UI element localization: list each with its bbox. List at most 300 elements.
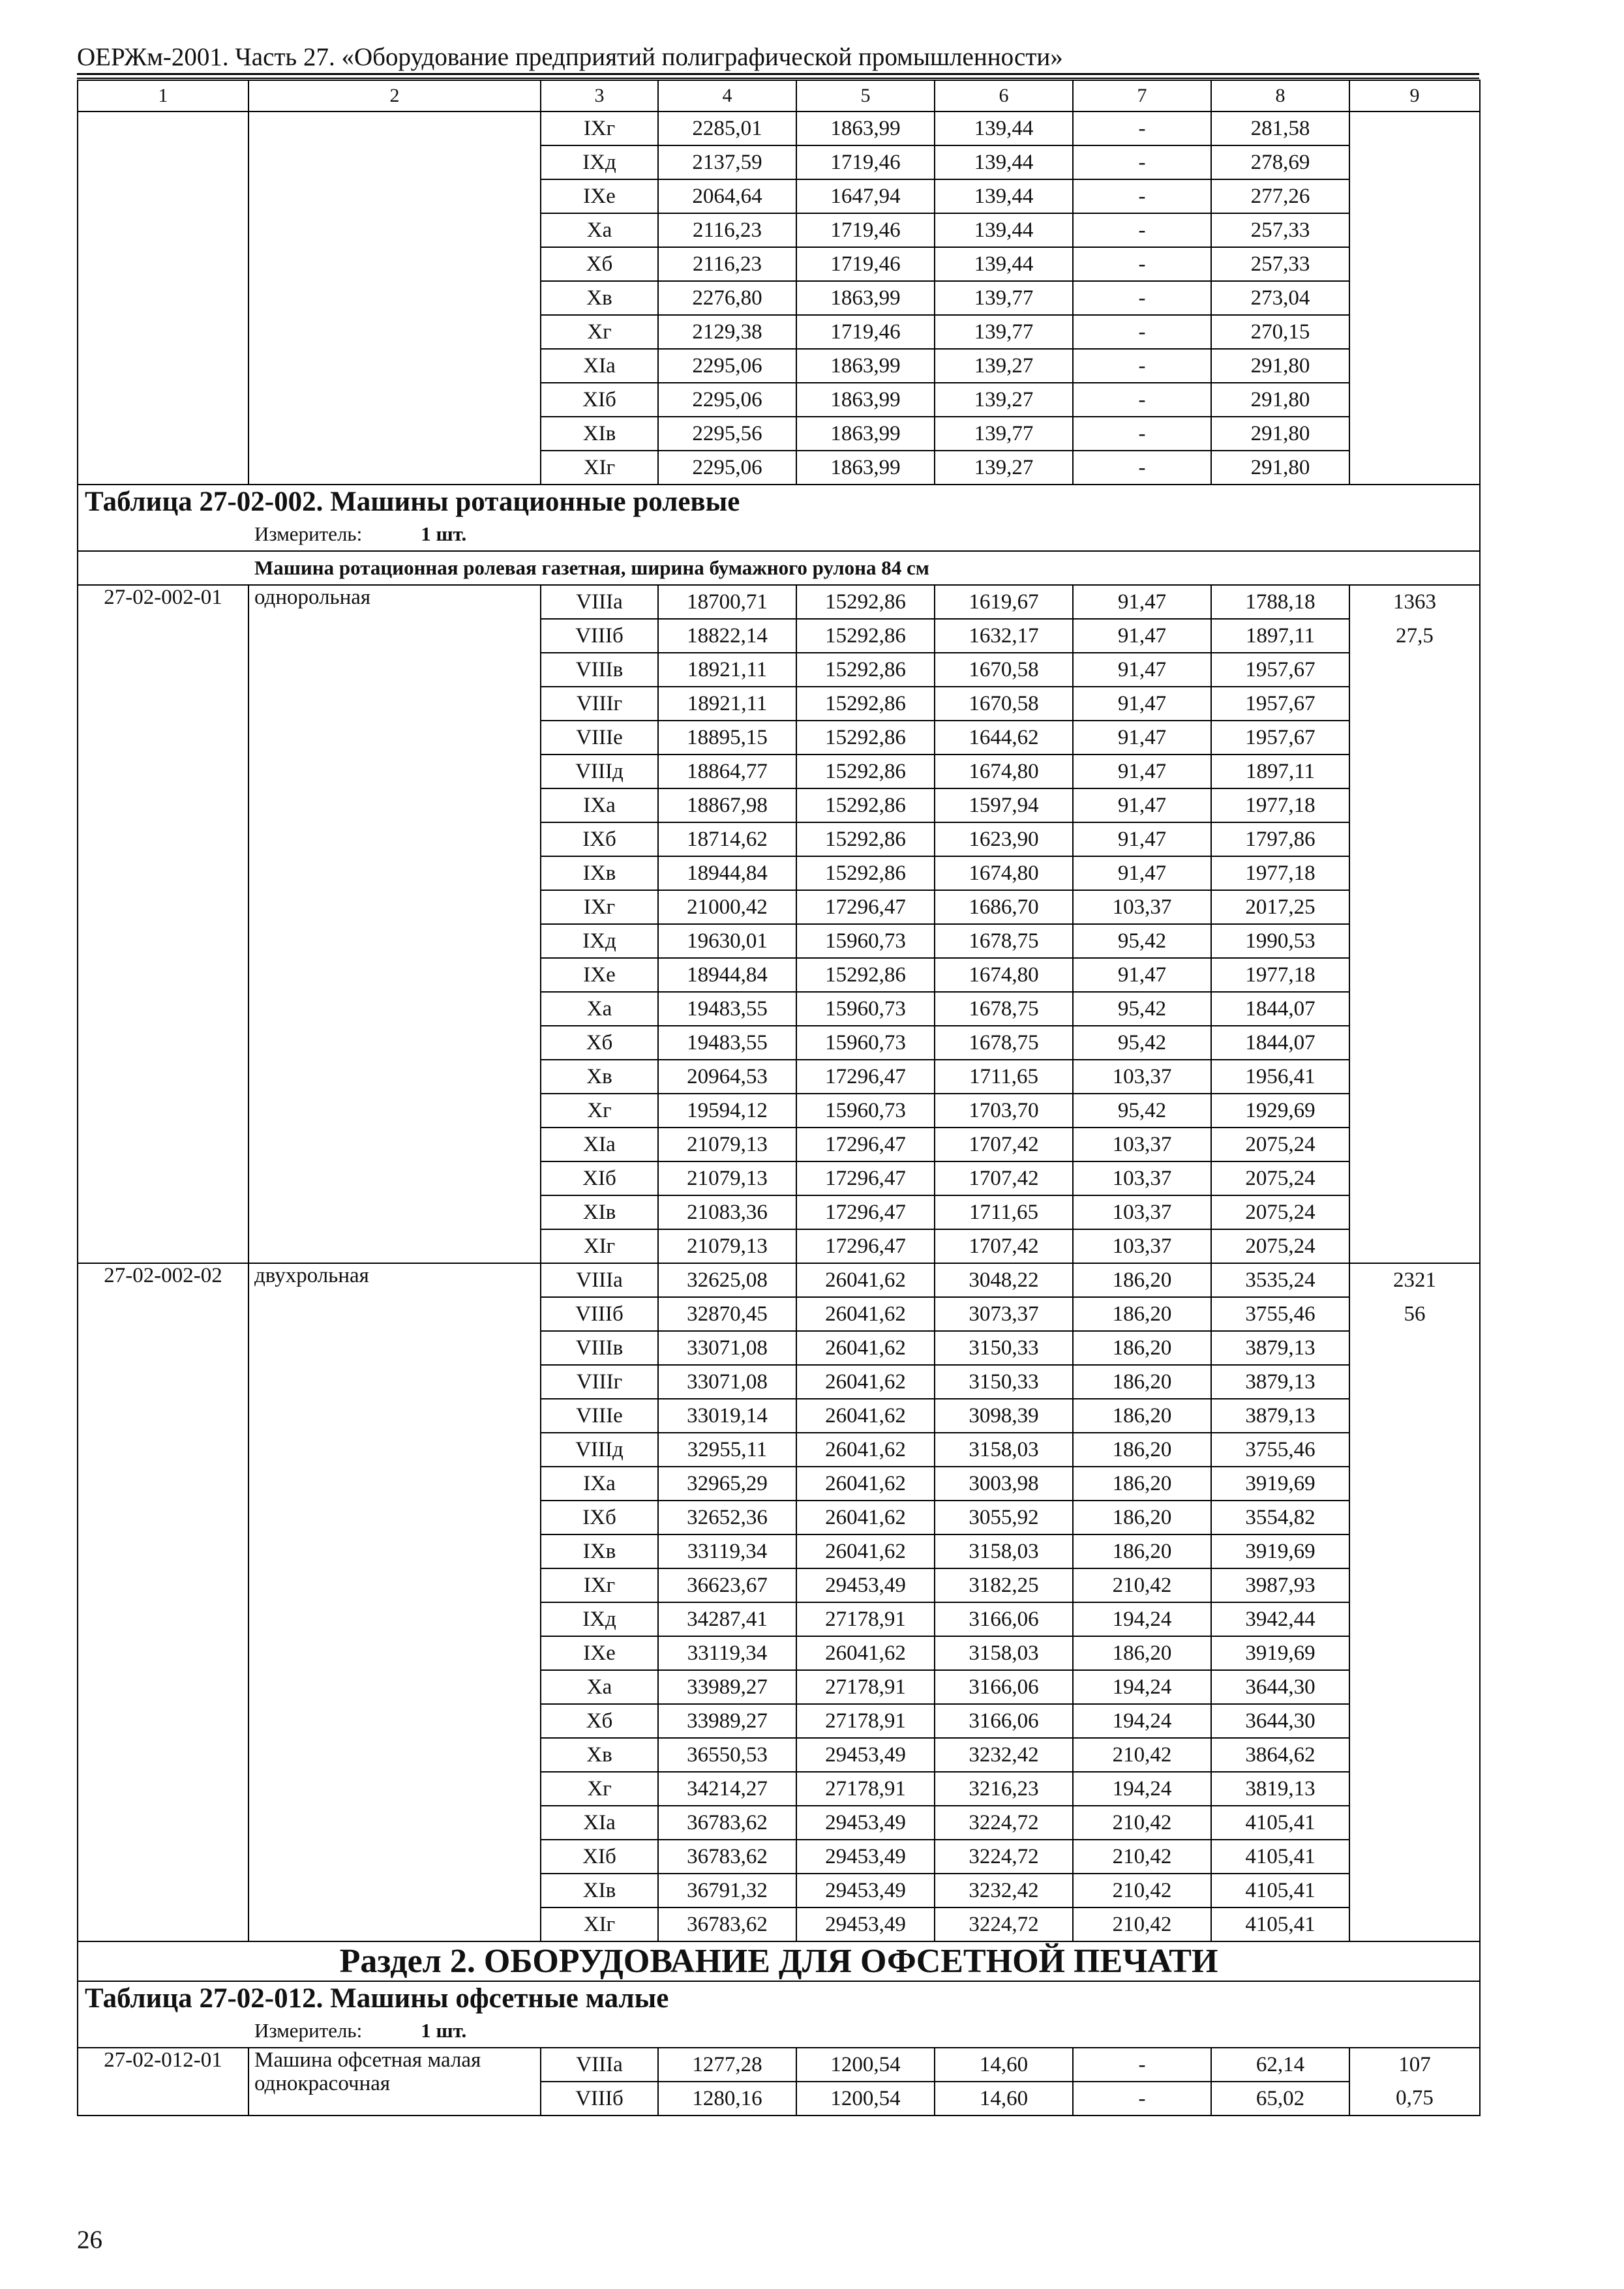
value-cell: - [1073,179,1211,213]
value-cell: 32870,45 [658,1297,796,1331]
machine-subtitle: Машина ротационная ролевая газетная, ширина бумажного рулона 84 см [78,551,1480,585]
value-cell: 1719,46 [796,145,935,179]
value-cell: 1597,94 [935,788,1073,822]
zone-cell: IXа [541,1467,658,1501]
value-cell: 1719,46 [796,247,935,281]
value-cell: 3919,69 [1211,1534,1349,1568]
value-cell: 3098,39 [935,1399,1073,1433]
value-cell: 91,47 [1073,687,1211,721]
value-cell: 139,44 [935,213,1073,247]
value-cell: 3150,33 [935,1365,1073,1399]
value-cell: 210,42 [1073,1840,1211,1874]
zone-cell: Xа [541,1670,658,1704]
value-cell: 139,44 [935,247,1073,281]
value-cell: 18864,77 [658,755,796,788]
col9-cell: 2321 [1349,1263,1480,1297]
value-cell: 291,80 [1211,349,1349,383]
value-cell: 186,20 [1073,1297,1211,1331]
header-rule-thin [77,78,1479,79]
value-cell: - [1073,417,1211,451]
value-cell: 3942,44 [1211,1602,1349,1636]
zone-cell: XIб [541,1840,658,1874]
value-cell: 29453,49 [796,1568,935,1602]
value-cell: 1844,07 [1211,992,1349,1026]
zone-cell: VIIIа [541,1263,658,1297]
value-cell: 33119,34 [658,1534,796,1568]
value-cell: 91,47 [1073,958,1211,992]
value-cell: 15292,86 [796,653,935,687]
value-cell: 36783,62 [658,1840,796,1874]
value-cell: 4105,41 [1211,1840,1349,1874]
value-cell: 3232,42 [935,1738,1073,1772]
value-cell: 95,42 [1073,992,1211,1026]
table-row [78,585,1480,619]
column-number: 5 [796,80,935,112]
header-rule [77,73,1479,75]
value-cell: 26041,62 [796,1433,935,1467]
value-cell: 36791,32 [658,1874,796,1908]
value-cell: 91,47 [1073,822,1211,856]
col9-cell: 107 [1349,2048,1480,2082]
value-cell: 2129,38 [658,315,796,349]
value-cell: 139,44 [935,145,1073,179]
value-cell: 139,27 [935,349,1073,383]
value-cell: 1957,67 [1211,653,1349,687]
value-cell: 103,37 [1073,1060,1211,1094]
zone-cell: VIIIв [541,653,658,687]
value-cell: 1200,54 [796,2082,935,2116]
zone-cell: XIг [541,1229,658,1263]
value-cell: 18921,11 [658,687,796,721]
value-cell: 27178,91 [796,1772,935,1806]
value-cell: 17296,47 [796,1161,935,1195]
zone-cell: Xв [541,1738,658,1772]
value-cell: 27178,91 [796,1602,935,1636]
value-cell: 32652,36 [658,1501,796,1534]
value-cell: 33019,14 [658,1399,796,1433]
table-title: Таблица 27-02-002. Машины ротационные ролевые [78,485,1480,518]
value-cell: 15292,86 [796,958,935,992]
value-cell: 32965,29 [658,1467,796,1501]
zone-cell: IXг [541,1568,658,1602]
value-cell: 139,77 [935,315,1073,349]
value-cell: 26041,62 [796,1534,935,1568]
value-cell: 26041,62 [796,1399,935,1433]
table-title: Таблица 27-02-012. Машины офсетные малые [78,1981,1480,2014]
value-cell: 1990,53 [1211,924,1349,958]
name-cell: Машина офсетная малая однокрасочная [248,2048,541,2116]
value-cell: 91,47 [1073,755,1211,788]
zone-cell: IXд [541,924,658,958]
zone-cell: IXе [541,179,658,213]
value-cell: 1678,75 [935,1026,1073,1060]
value-cell: 210,42 [1073,1908,1211,1941]
value-cell: 257,33 [1211,213,1349,247]
col9-cell-empty [1349,653,1480,1263]
zone-cell: IXе [541,958,658,992]
zone-cell: XIг [541,451,658,485]
value-cell: 15292,86 [796,619,935,653]
zone-cell: IXд [541,145,658,179]
zone-cell: VIIIа [541,2048,658,2082]
value-cell: 194,24 [1073,1772,1211,1806]
value-cell: 2295,06 [658,383,796,417]
col9-cell-empty [1349,1331,1480,1941]
zone-cell: VIIIб [541,2082,658,2116]
value-cell: 32955,11 [658,1433,796,1467]
value-cell: 2116,23 [658,247,796,281]
price-table [77,80,1481,2116]
value-cell: 17296,47 [796,1060,935,1094]
value-cell: 32625,08 [658,1263,796,1297]
value-cell: 91,47 [1073,619,1211,653]
value-cell: 2137,59 [658,145,796,179]
zone-cell: VIIIб [541,619,658,653]
value-cell: 277,26 [1211,179,1349,213]
value-cell: 1674,80 [935,958,1073,992]
value-cell: 1711,65 [935,1195,1073,1229]
meter-line [78,518,1480,551]
value-cell: 15960,73 [796,924,935,958]
value-cell: 95,42 [1073,1026,1211,1060]
value-cell: 18867,98 [658,788,796,822]
value-cell: 1707,42 [935,1229,1073,1263]
value-cell: 62,14 [1211,2048,1349,2082]
value-cell: 19594,12 [658,1094,796,1128]
value-cell: 3644,30 [1211,1670,1349,1704]
col9-cell: 0,75 [1349,2082,1480,2116]
zone-cell: VIIIд [541,1433,658,1467]
value-cell: 3879,13 [1211,1331,1349,1365]
value-cell: 2295,06 [658,349,796,383]
value-cell: 2017,25 [1211,890,1349,924]
page-number: 26 [77,2226,102,2254]
value-cell: 34287,41 [658,1602,796,1636]
zone-cell: XIа [541,1128,658,1161]
value-cell: 15292,86 [796,687,935,721]
value-cell: 1711,65 [935,1060,1073,1094]
value-cell: 1863,99 [796,383,935,417]
value-cell: 36550,53 [658,1738,796,1772]
value-cell: - [1073,145,1211,179]
value-cell: 103,37 [1073,1161,1211,1195]
value-cell: 17296,47 [796,890,935,924]
value-cell: 2116,23 [658,213,796,247]
value-cell: 3755,46 [1211,1433,1349,1467]
zone-cell: IXг [541,890,658,924]
value-cell: 26041,62 [796,1636,935,1670]
value-cell: 186,20 [1073,1501,1211,1534]
value-cell: 15292,86 [796,788,935,822]
value-cell: 3166,06 [935,1670,1073,1704]
value-cell: 291,80 [1211,451,1349,485]
value-cell: 15292,86 [796,822,935,856]
zone-cell: Xб [541,1026,658,1060]
value-cell: 103,37 [1073,1195,1211,1229]
table-row [78,1263,1480,1297]
name-cell: двухрольная [248,1263,541,1941]
zone-cell: IXд [541,1602,658,1636]
value-cell: 3919,69 [1211,1636,1349,1670]
value-cell: 2276,80 [658,281,796,315]
value-cell: 1977,18 [1211,958,1349,992]
section-row [78,1941,1480,1981]
value-cell: 186,20 [1073,1467,1211,1501]
value-cell: 3224,72 [935,1908,1073,1941]
value-cell: 3216,23 [935,1772,1073,1806]
value-cell: 139,44 [935,112,1073,145]
value-cell: 1977,18 [1211,856,1349,890]
table-title-row [78,485,1480,518]
value-cell: 270,15 [1211,315,1349,349]
value-cell: 186,20 [1073,1534,1211,1568]
value-cell: 3166,06 [935,1704,1073,1738]
value-cell: - [1073,247,1211,281]
value-cell: 278,69 [1211,145,1349,179]
value-cell: 1956,41 [1211,1060,1349,1094]
zone-cell: IXа [541,788,658,822]
value-cell: 1678,75 [935,924,1073,958]
code-cell-empty [78,112,248,485]
zone-cell: IXб [541,822,658,856]
name-cell: однорольная [248,585,541,1263]
value-cell: 33989,27 [658,1704,796,1738]
zone-cell: Xв [541,281,658,315]
zone-cell: VIIIе [541,1399,658,1433]
value-cell: 15292,86 [796,585,935,619]
value-cell: 3224,72 [935,1840,1073,1874]
zone-cell: Xа [541,992,658,1026]
value-cell: 15960,73 [796,992,935,1026]
value-cell: - [1073,349,1211,383]
zone-cell: XIв [541,1195,658,1229]
meter-label: Измеритель: [254,522,363,545]
value-cell: 1280,16 [658,2082,796,2116]
zone-cell: XIв [541,1874,658,1908]
value-cell: 1200,54 [796,2048,935,2082]
value-cell: 1957,67 [1211,721,1349,755]
column-number: 1 [78,80,248,112]
value-cell: 26041,62 [796,1467,935,1501]
value-cell: 3150,33 [935,1331,1073,1365]
zone-cell: Xб [541,247,658,281]
value-cell: 1863,99 [796,112,935,145]
value-cell: 103,37 [1073,890,1211,924]
column-number: 3 [541,80,658,112]
value-cell: 1644,62 [935,721,1073,755]
value-cell: 26041,62 [796,1365,935,1399]
value-cell: 139,27 [935,451,1073,485]
meter-label: Измеритель: [254,2019,363,2042]
value-cell: 1897,11 [1211,755,1349,788]
value-cell: 91,47 [1073,856,1211,890]
meter-unit: 1 шт. [421,2019,467,2042]
value-cell: 33071,08 [658,1331,796,1365]
zone-cell: VIIIв [541,1331,658,1365]
value-cell: 36783,62 [658,1806,796,1840]
value-cell: 186,20 [1073,1365,1211,1399]
value-cell: 291,80 [1211,417,1349,451]
zone-cell: Xв [541,1060,658,1094]
zone-cell: VIIIд [541,755,658,788]
value-cell: 1863,99 [796,281,935,315]
value-cell: 210,42 [1073,1568,1211,1602]
value-cell: 21079,13 [658,1128,796,1161]
zone-cell: IXв [541,1534,658,1568]
value-cell: 3755,46 [1211,1297,1349,1331]
value-cell: 1977,18 [1211,788,1349,822]
value-cell: 18822,14 [658,619,796,653]
value-cell: 26041,62 [796,1501,935,1534]
value-cell: 19630,01 [658,924,796,958]
zone-cell: VIIIа [541,585,658,619]
value-cell: 210,42 [1073,1806,1211,1840]
value-cell: 2075,24 [1211,1195,1349,1229]
value-cell: 186,20 [1073,1636,1211,1670]
zone-cell: XIа [541,349,658,383]
value-cell: 2075,24 [1211,1229,1349,1263]
value-cell: 1719,46 [796,315,935,349]
value-cell: 91,47 [1073,585,1211,619]
value-cell: 3864,62 [1211,1738,1349,1772]
value-cell: 103,37 [1073,1128,1211,1161]
value-cell: 186,20 [1073,1331,1211,1365]
meter-line [78,2014,1480,2048]
value-cell: 1678,75 [935,992,1073,1026]
value-cell: 1863,99 [796,417,935,451]
value-cell: 21079,13 [658,1229,796,1263]
code-cell: 27-02-002-01 [78,585,248,1263]
column-number: 8 [1211,80,1349,112]
value-cell: 3158,03 [935,1433,1073,1467]
value-cell: - [1073,383,1211,417]
column-number: 6 [935,80,1073,112]
value-cell: - [1073,112,1211,145]
col9-cell: 27,5 [1349,619,1480,653]
value-cell: 1957,67 [1211,687,1349,721]
value-cell: 21083,36 [658,1195,796,1229]
value-cell: 3232,42 [935,1874,1073,1908]
value-cell: 19483,55 [658,1026,796,1060]
value-cell: 103,37 [1073,1229,1211,1263]
value-cell: 2064,64 [658,179,796,213]
value-cell: 1863,99 [796,349,935,383]
value-cell: 139,77 [935,281,1073,315]
value-cell: 4105,41 [1211,1874,1349,1908]
running-header: ОЕРЖм-2001. Часть 27. «Оборудование предприятий полиграфической промышленности» [77,43,1063,71]
value-cell: 91,47 [1073,721,1211,755]
value-cell: 27178,91 [796,1670,935,1704]
value-cell: 1670,58 [935,653,1073,687]
value-cell: 194,24 [1073,1602,1211,1636]
value-cell: 15960,73 [796,1094,935,1128]
zone-cell: XIв [541,417,658,451]
value-cell: 3166,06 [935,1602,1073,1636]
value-cell: 18700,71 [658,585,796,619]
value-cell: 3644,30 [1211,1704,1349,1738]
zone-cell: VIIIг [541,1365,658,1399]
zone-cell: Xг [541,1772,658,1806]
zone-cell: Xг [541,315,658,349]
column-number: 4 [658,80,796,112]
column-number: 2 [248,80,541,112]
value-cell: 15292,86 [796,755,935,788]
zone-cell: IXг [541,112,658,145]
value-cell: 2295,06 [658,451,796,485]
value-cell: 3048,22 [935,1263,1073,1297]
value-cell: 18921,11 [658,653,796,687]
value-cell: 1707,42 [935,1128,1073,1161]
col9-cell-empty [1349,112,1480,485]
value-cell: 1619,67 [935,585,1073,619]
col9-cell: 56 [1349,1297,1480,1331]
value-cell: 33119,34 [658,1636,796,1670]
zone-cell: XIб [541,383,658,417]
zone-cell: VIIIе [541,721,658,755]
value-cell: 15292,86 [796,721,935,755]
value-cell: 1929,69 [1211,1094,1349,1128]
zone-cell: Xг [541,1094,658,1128]
value-cell: 1797,86 [1211,822,1349,856]
value-cell: 21000,42 [658,890,796,924]
table-title-row [78,1981,1480,2014]
zone-cell: XIб [541,1161,658,1195]
table-row [78,2048,1480,2082]
value-cell: 95,42 [1073,1094,1211,1128]
value-cell: 210,42 [1073,1738,1211,1772]
value-cell: 14,60 [935,2048,1073,2082]
value-cell: 33989,27 [658,1670,796,1704]
value-cell: 1863,99 [796,451,935,485]
value-cell: 291,80 [1211,383,1349,417]
zone-cell: VIIIг [541,687,658,721]
value-cell: 139,44 [935,179,1073,213]
value-cell: 29453,49 [796,1806,935,1840]
value-cell: 3158,03 [935,1636,1073,1670]
value-cell: 3987,93 [1211,1568,1349,1602]
value-cell: 1844,07 [1211,1026,1349,1060]
value-cell: 3158,03 [935,1534,1073,1568]
column-number: 9 [1349,80,1480,112]
zone-cell: XIа [541,1806,658,1840]
column-number-row [78,80,1480,112]
zone-cell: XIг [541,1908,658,1941]
subtitle-row [78,551,1480,585]
value-cell: 194,24 [1073,1670,1211,1704]
value-cell: 3073,37 [935,1297,1073,1331]
value-cell: 186,20 [1073,1433,1211,1467]
value-cell: 2075,24 [1211,1161,1349,1195]
value-cell: 17296,47 [796,1195,935,1229]
value-cell: 18944,84 [658,958,796,992]
value-cell: 3224,72 [935,1806,1073,1840]
meter-unit: 1 шт. [421,522,467,545]
value-cell: 36623,67 [658,1568,796,1602]
value-cell: 3055,92 [935,1501,1073,1534]
value-cell: 3879,13 [1211,1399,1349,1433]
value-cell: 15960,73 [796,1026,935,1060]
value-cell: 210,42 [1073,1874,1211,1908]
value-cell: 26041,62 [796,1263,935,1297]
value-cell: 29453,49 [796,1908,935,1941]
value-cell: 29453,49 [796,1738,935,1772]
value-cell: 1623,90 [935,822,1073,856]
value-cell: 1277,28 [658,2048,796,2082]
meter-row [78,2014,1480,2048]
value-cell: 1897,11 [1211,619,1349,653]
value-cell: 18944,84 [658,856,796,890]
value-cell: 186,20 [1073,1263,1211,1297]
